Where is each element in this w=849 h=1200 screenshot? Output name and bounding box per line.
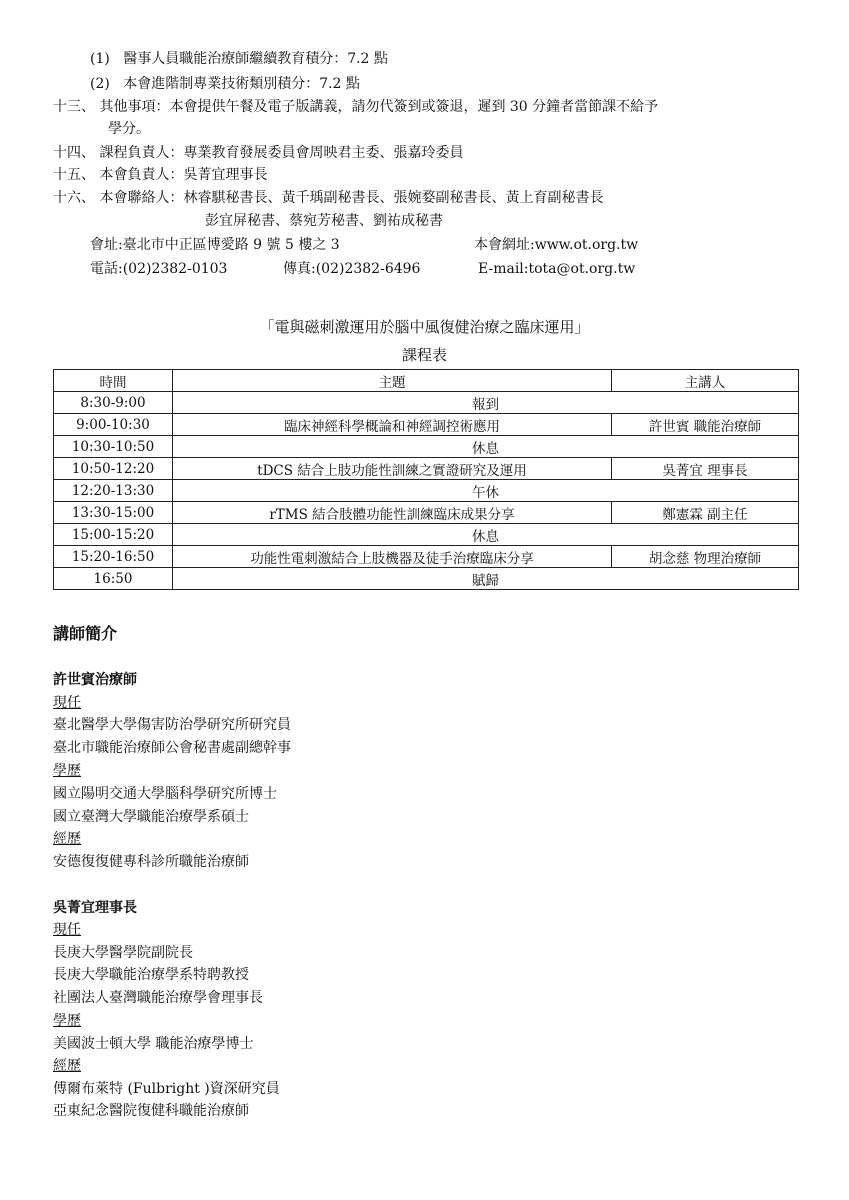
row-time: 10:30-10:50 [54, 436, 173, 458]
item-16-continuation: 彭宜屏秘書、蔡宛芳秘書、劉祐成秘書 [205, 213, 443, 229]
speaker-1-edu-2: 國立臺灣大學職能治療學系碩士 [53, 809, 249, 825]
row-speaker: 吳菁宜 理事長 [612, 458, 799, 480]
table-row [54, 524, 799, 546]
item-label: 十五、 [53, 167, 95, 183]
item-13-continuation: 學分。 [108, 121, 150, 137]
table-row [54, 392, 799, 414]
table-row [54, 480, 799, 502]
website: 本會網址:www.ot.org.tw [474, 237, 639, 253]
item-text: 本會負責人：吳菁宜理事長 [99, 167, 268, 183]
speakers-heading: 講師簡介 [53, 624, 118, 643]
row-time: 8:30-9:00 [54, 392, 173, 414]
speaker-1-current-1: 臺北醫學大學傷害防治學研究所研究員 [53, 717, 291, 733]
row-topic: 臨床神經科學概論和神經調控術應用 [173, 414, 612, 436]
phone: 電話:(02)2382-0103 [90, 261, 228, 277]
row-time: 9:00-10:30 [54, 414, 173, 436]
table-row [54, 502, 799, 524]
speaker-1-name: 許世賓治療師 [53, 672, 137, 688]
speaker-1-current-2: 臺北市職能治療師公會秘書處副總幹事 [53, 740, 291, 756]
table-row [54, 546, 799, 568]
speaker-1-current-label: 現任 [53, 695, 81, 711]
speaker-2-name: 吳菁宜理事長 [53, 900, 137, 916]
credit-text: 本會進階制專業技術類別積分：7.2 點 [123, 76, 360, 92]
speaker-2-exp-label: 經歷 [53, 1058, 81, 1074]
email: E-mail:tota@ot.org.tw [478, 261, 636, 277]
speaker-1-exp-1: 安德復復健專科診所職能治療師 [53, 854, 249, 870]
row-speaker: 許世賓 職能治療師 [612, 414, 799, 436]
row-topic: 午休 [173, 480, 799, 502]
row-time: 16:50 [54, 568, 173, 590]
speaker-2-edu-1: 美國波士頓大學 職能治療學博士 [53, 1036, 254, 1052]
speaker-2-current-3: 社團法人臺灣職能治療學會理事長 [53, 990, 263, 1006]
row-topic: 賦歸 [173, 568, 799, 590]
credit-item-1 [90, 50, 388, 68]
speaker-2-current-label: 現任 [53, 922, 81, 938]
credit-text: 醫事人員職能治療師繼續教育積分：7.2 點 [123, 51, 388, 67]
credit-item-2 [90, 75, 360, 93]
row-topic: 休息 [173, 436, 799, 458]
fax: 傳真:(02)2382-6496 [283, 261, 421, 277]
item-text: 其他事項：本會提供午餐及電子版講義，請勿代簽到或簽退，遲到 30 分鐘者當節課不給予 [99, 99, 659, 115]
row-time: 15:20-16:50 [54, 546, 173, 568]
credit-number: (2) [90, 76, 110, 92]
row-topic: 報到 [173, 392, 799, 414]
speaker-1-exp-label: 經歷 [53, 831, 81, 847]
item-16 [53, 189, 603, 207]
row-topic: 功能性電刺激結合上肢機器及徒手治療臨床分享 [173, 546, 612, 568]
credit-number: (1) [90, 51, 110, 67]
speaker-1-edu-label: 學歷 [53, 763, 81, 779]
speaker-2-exp-2: 亞東紀念醫院復健科職能治療師 [53, 1103, 249, 1119]
item-text: 課程負責人：專業教育發展委員會周映君主委、張嘉玲委員 [99, 145, 464, 161]
item-13 [53, 98, 658, 116]
item-text: 本會聯絡人：林睿騏秘書長、黃千瑀副秘書長、張婉婺副秘書長、黃上育副秘書長 [99, 190, 604, 206]
row-time: 13:30-15:00 [54, 502, 173, 524]
item-label: 十四、 [53, 145, 95, 161]
row-topic: 休息 [173, 524, 799, 546]
row-speaker: 鄭憲霖 副主任 [612, 502, 799, 524]
row-speaker: 胡念慈 物理治療師 [612, 546, 799, 568]
item-label: 十六、 [53, 190, 95, 206]
item-14 [53, 144, 463, 162]
row-time: 12:20-13:30 [54, 480, 173, 502]
speaker-1-edu-1: 國立陽明交通大學腦科學研究所博士 [53, 786, 277, 802]
row-topic: rTMS 結合肢體功能性訓練臨床成果分享 [173, 502, 612, 524]
table-row [54, 458, 799, 480]
item-15 [53, 166, 267, 184]
header-topic: 主題 [173, 370, 612, 392]
item-label: 十三、 [53, 99, 95, 115]
schedule-caption: 課程表 [401, 346, 447, 364]
speaker-2-edu-label: 學歷 [53, 1013, 81, 1029]
row-time: 10:50-12:20 [54, 458, 173, 480]
speaker-2-exp-1: 傅爾布萊特 (Fulbright )資深研究員 [53, 1081, 280, 1097]
row-topic: tDCS 結合上肢功能性訓練之實證研究及運用 [173, 458, 612, 480]
table-row [54, 568, 799, 590]
table-row [54, 414, 799, 436]
course-title: 「電與磁刺激運用於腦中風復健治療之臨床運用」 [259, 318, 590, 336]
row-time: 15:00-15:20 [54, 524, 173, 546]
table-header-row [54, 370, 799, 392]
speaker-2-current-2: 長庚大學職能治療學系特聘教授 [53, 967, 249, 983]
table-row [54, 436, 799, 458]
schedule-table [53, 369, 799, 590]
speaker-2-current-1: 長庚大學醫學院副院長 [53, 945, 193, 961]
header-speaker: 主講人 [612, 370, 799, 392]
address: 會址:臺北市中正區博愛路 9 號 5 樓之 3 [90, 237, 340, 253]
header-time: 時間 [54, 370, 173, 392]
